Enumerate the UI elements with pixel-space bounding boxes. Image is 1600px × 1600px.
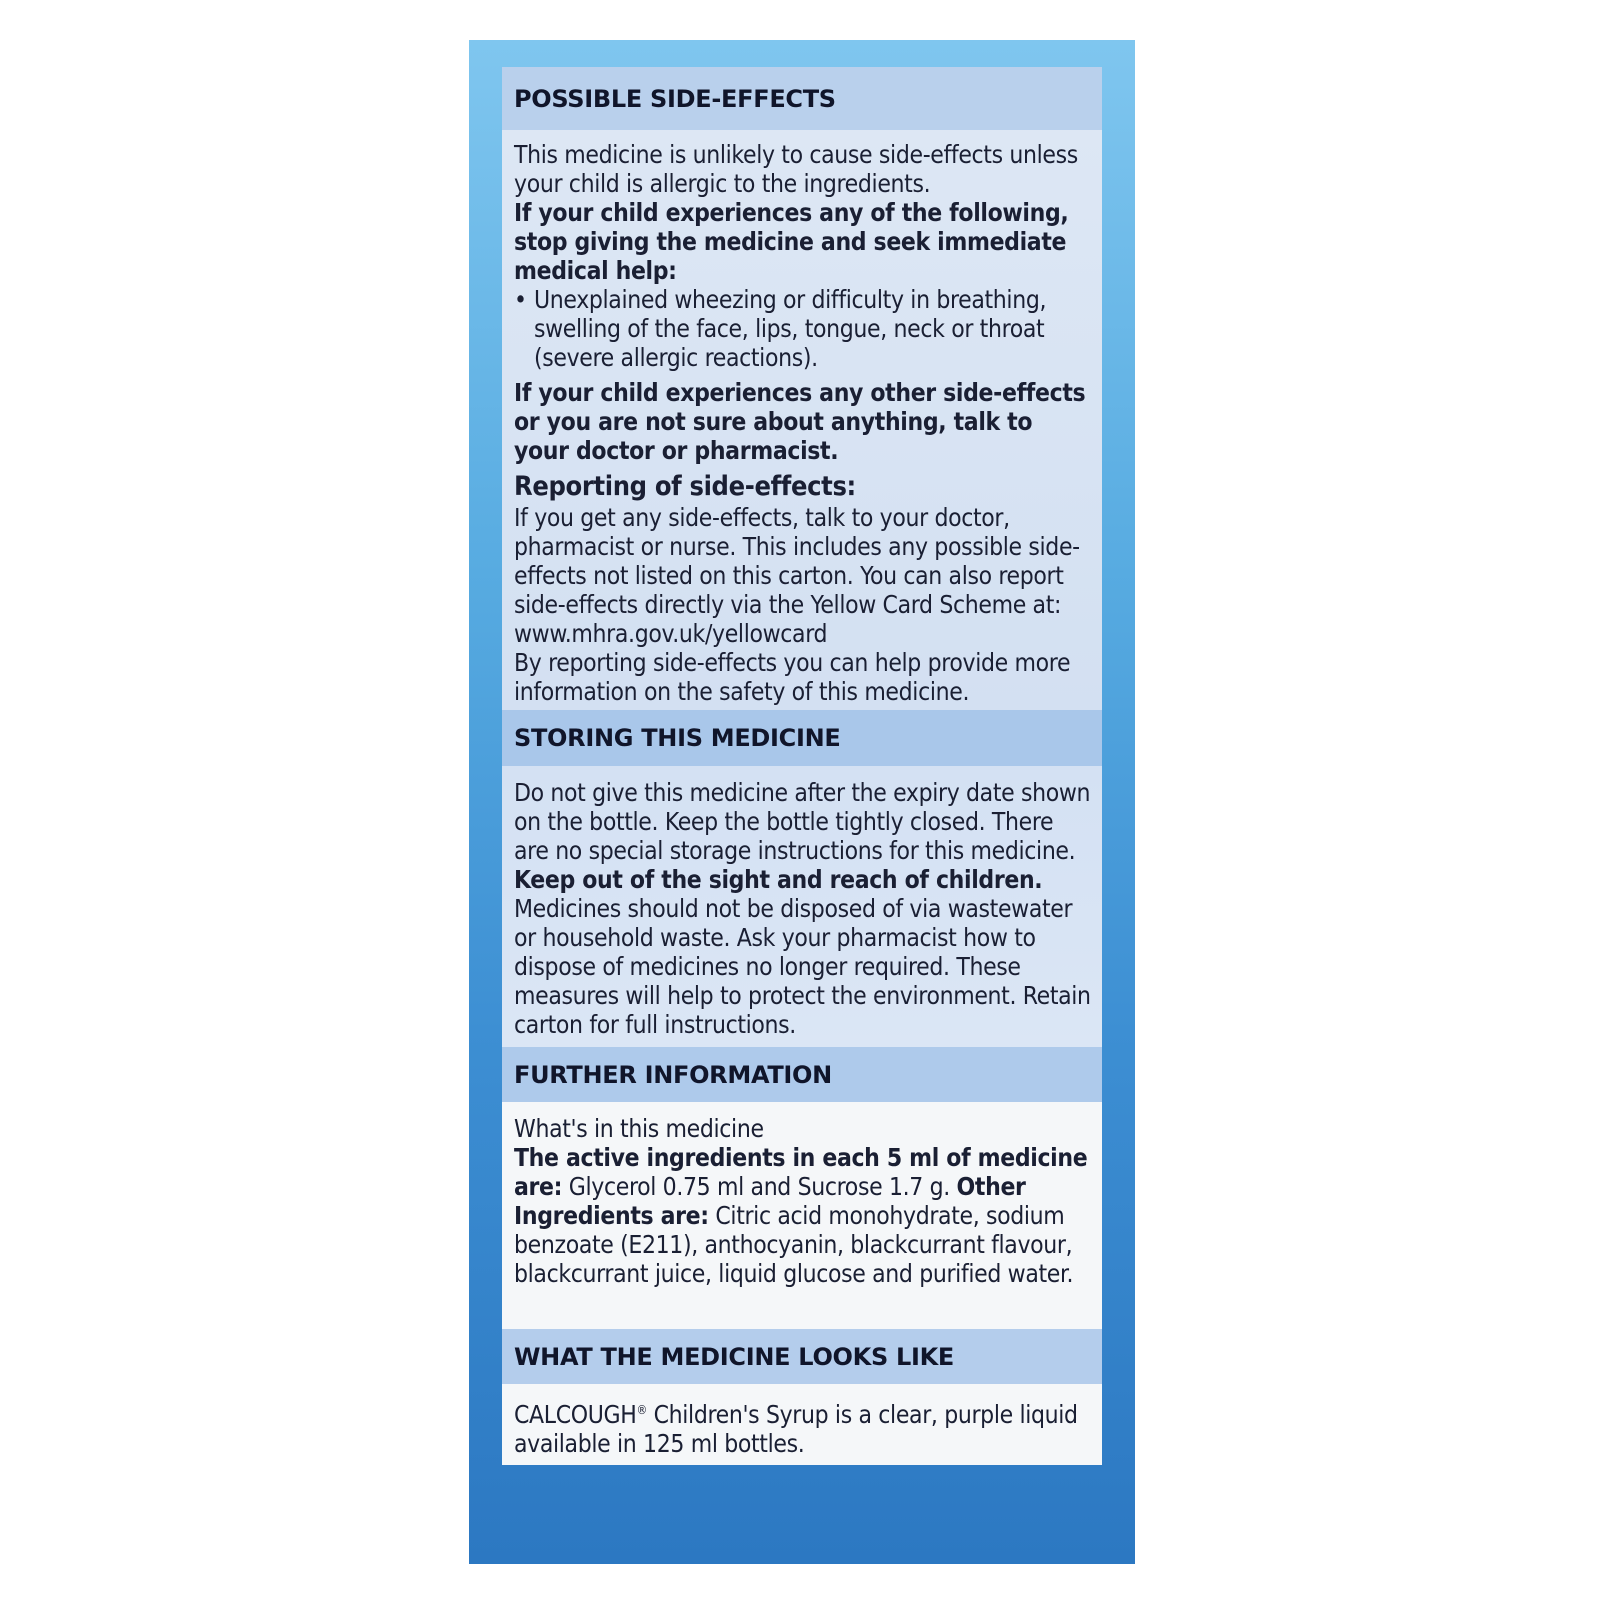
- side-effects-heading: POSSIBLE SIDE-EFFECTS: [502, 67, 1102, 130]
- storing-text-bold: Keep out of the sight and reach of children.: [514, 865, 1043, 894]
- appearance-body: [502, 1384, 1102, 1465]
- bullet-icon: •: [514, 285, 527, 314]
- bullet-text: Unexplained wheezing or difficulty in breathing, swelling of the face, lips, tongue, neck or throat (severe allergic reactions).: [534, 285, 1047, 372]
- storing-body: [502, 766, 1102, 1047]
- appearance-text: [514, 1396, 1092, 1458]
- leaflet-panel: [502, 67, 1102, 1520]
- active-label: The active ingredients in each 5 ml of medicine are:: [514, 1143, 1088, 1201]
- reporting-closing: By reporting side-effects you can help provide more information on the safety of this medicine.: [514, 648, 1071, 706]
- other-label: Other Ingredients are:: [514, 1172, 1026, 1230]
- further-info-body: [502, 1102, 1102, 1329]
- side-effects-warning: If your child experiences any of the following, stop giving the medicine and seek immediate medical help:: [514, 198, 1069, 285]
- further-info-heading: FURTHER INFORMATION: [502, 1047, 1102, 1102]
- side-effects-advice: If your child experiences any other side-effects or you are not sure about anything, talk to your doctor or pharmacist.: [514, 378, 1086, 465]
- brand-name: CALCOUGH: [514, 1400, 637, 1429]
- appearance-heading: WHAT THE MEDICINE LOOKS LIKE: [502, 1329, 1102, 1384]
- side-effects-intro: This medicine is unlikely to cause side-effects unless your child is allergic to the ingredients.: [514, 140, 1078, 198]
- registered-mark: ®: [636, 1403, 647, 1417]
- side-effects-body: [502, 130, 1102, 710]
- reporting-text: If you get any side-effects, talk to your doctor, pharmacist or nurse. This includes any possible side-effects not listed on this carton. You can also report side-effects directly via the Yellow Card Scheme at: www.mhra.gov.uk/yellowcard: [514, 503, 1080, 648]
- appearance-description: Children's Syrup is a clear, purple liquid available in 125 ml bottles.: [514, 1400, 1078, 1458]
- reporting-heading: Reporting of side-effects:: [514, 471, 856, 502]
- storing-text-before: Do not give this medicine after the expiry date shown on the bottle. Keep the bottle tightly closed. There are no special storage instructions for this medicine.: [514, 778, 1091, 865]
- other-text: Citric acid monohydrate, sodium benzoate (E211), anthocyanin, blackcurrant flavour, blackcurrant juice, liquid glucose and purified water.: [514, 1201, 1074, 1288]
- ingredients-subheading: What's in this medicine: [514, 1114, 764, 1143]
- side-effects-bullet: [514, 285, 1092, 372]
- active-text: Glycerol 0.75 ml and Sucrose 1.7 g.: [562, 1172, 957, 1201]
- storing-heading: STORING THIS MEDICINE: [502, 710, 1102, 766]
- storing-text: [514, 778, 1092, 1039]
- storing-text-after: Medicines should not be disposed of via wastewater or household waste. Ask your pharmacist how to dispose of medicines no longer required. These measures will help to protect the environment. Retain carton for full instructions.: [514, 894, 1091, 1039]
- ingredients-text: [514, 1143, 1092, 1288]
